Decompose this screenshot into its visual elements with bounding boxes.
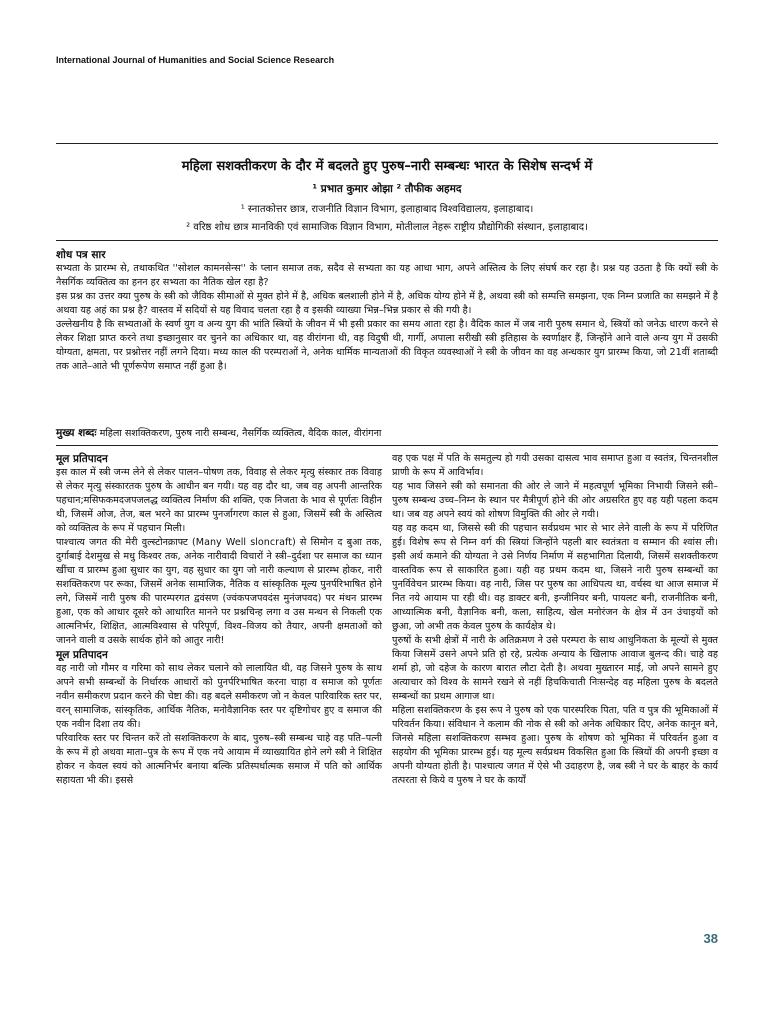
keywords-bottom-divider — [56, 445, 718, 446]
body-paragraph: पाश्चात्य जगत की मेरी वुल्स्टोनक्राफ्ट (Many Well sloncraft) से सिमोन द बुआ तक, दुर्गाबाई देशमुख से मधु किश्वर तक, अनेक नारीवादी विचारों ने स्त्री–दुर्दशा पर समाज का ध्यान खींचा व प्रारम्भ हुआ सुधार का युग, वह सुधार का युग जो नारी कल्याण से प्रारम्भ होकर, नारी सशक्तिकरण पर रूका, जिसमें अनेक सामाजिक, नैतिक व सांस्कृतिक मूल्य पुनर्परिभाषित होने लगे, जिसमें नारी पुरुष की पारम्परगत द्ववंसण (ज्वंकपजपवदंस मुनंजपवद) पर मंथन प्रारम्भ हुआ, एक को आधार दूसरे को आधारित मानने पर प्रश्नचिन्ह लगा व उस मन्थन से निकली एक आत्मनिर्भर, शिक्षित, आत्मविश्वास से परिपूर्ण, विश्व–विजय को तैयार, अपनी क्षमताओं को जानने वाली व उसके सार्थक होने को आतुर नारी! — [56, 537, 382, 646]
body-column-right — [392, 452, 718, 788]
abstract-paragraph: उल्लेखनीय है कि सभ्यताओं के स्वर्ण युग व अन्य युग की भांति स्त्रियों के जीवन में भी इसी प्रकार का समय आता रहा है। वैदिक काल में जब नारी पुरुष समान थे, स्त्रियों को जनेऊ धारण करने से लेकर शिक्षा प्राप्त करने तथा इच्छानुसार वर चुनने का अधिकार था, वह वीरांगना थी, वह विदुषी थी, गार्गी, अपाला सरीखी स्त्री इतिहास के स्वर्णाक्षर हैं, जिन्होंने आने वाले अन्य युग में उसकी योग्यता, क्षमता, पर प्रश्नोत्तर नहीं लगने दिया। मध्य काल की परम्पराओं ने, अनेक धार्मिक मान्यताओं की विकृत व्यवस्थाओं ने स्त्री के जीवन का वह अन्धकार युग प्रारम्भ किया, जो 21वीं शताब्दी तक आते–आते भी पूर्णरूपेण समाप्त नहीं हुआ है। — [56, 319, 718, 372]
body-paragraph: वह नारी जो गौमर व गरिमा को साथ लेकर चलाने को लालायित थी, वह जिसने पुरुष के साथ अपने सभी सम्बन्धों के निर्धारक आधारों को पुनर्परिभाषित करना चाहा व समाज को पूर्णतः नवीन समीकरण प्रदान करने की चेष्टा की। वह बदले समीकरण जो न केवल पारिवारिक स्तर पर, वरन् सामाजिक, सांस्कृतिक, आर्थिक नैतिक, मनोवैज्ञानिक स्तर पर दृष्टिगोचर हुए व समाज की एक नवीन दिशा तय की। — [56, 663, 382, 730]
affiliation-1: ¹ स्नातकोत्तर छात्र, राजनीति विज्ञान विभाग, इलाहाबाद विश्वविद्यालय, इलाहाबाद। — [240, 204, 534, 215]
body-paragraph: वह एक पक्ष में पति के समतुल्य हो गयी उसका दासत्व भाव समाप्त हुआ व स्वतंत्र, चिन्तनशील प्राणी के रूप में आविर्भाव। — [392, 453, 718, 478]
body-paragraph: यह भाव जिसने स्त्री को समानता की ओर ले जाने में महत्वपूर्ण भूमिका निभायी जिसने स्त्री–पुरुष सम्बन्ध उच्च–निम्न के स्थान पर मैत्रीपूर्ण होने की ओर अग्रसरित हुए वह यही पहला कदम था। जब वह अपने स्वयं को शोषण विमुक्ति की ओर ले गयी। — [392, 481, 718, 520]
affiliation-2: ² वरिष्ठ शोध छात्र मानविकी एवं सामाजिक विज्ञान विभाग, मोतीलाल नेहरू राष्ट्रीय प्रौद्योगिकी संस्थान, इलाहाबाद। — [186, 222, 588, 233]
abstract — [56, 248, 718, 374]
keywords — [56, 426, 718, 441]
top-divider — [56, 143, 718, 144]
paper-title: महिला सशक्तीकरण के दौर में बदलते हुए पुरुष–नारी सम्बन्धः भारत के सिशेष सन्दर्भ में — [181, 159, 593, 174]
section-heading: मूल प्रतिपादन — [56, 649, 108, 661]
keywords-text: महिला सशक्तिकरण, पुरुष नारी सम्बन्ध, नैसर्गिक व्यक्तित्व, वैदिक काल, वीरांगना — [99, 428, 382, 439]
body-paragraph: इस काल में स्त्री जन्म लेने से लेकर पालन–पोषण तक, विवाह से लेकर मृत्यु संस्कार तक विवाह से लेकर मृत्यु संस्कारतक पुरुष के आधीन बन गयी। यह वह दौर था, जब वह अपनी आन्तरिक पहचान;मसिफकमदजपजलद्ध व्यक्तित्व निर्माण की शक्ति, एक निजता के भाव से पूर्णतः विहीन थी, जिसमें ओज, तेज, बल भरने का प्रारम्भ पुनर्जागरण काल से हुआ, जिसमें स्त्री के अस्तित्व को व्यक्तित्व के रूप में पहचान मिली। — [56, 467, 382, 534]
abstract-top-divider — [56, 240, 718, 241]
body-paragraph: यह वह कदम था, जिससे स्त्री की पहचान सर्वप्रथम भार से भार लेने वाली के रूप में परिणित हुई। विशेष रूप से निम्न वर्ग की स्त्रियां जिन्होंने पहली बार स्वतंत्रता व सम्मान की श्वांस ली। इसी अर्थ कमाने की योग्यता ने उसे निर्णय निर्माण में सहभागिता दिलायी, जिसमें सशक्तीकरण वास्तविक रूप से साकारित हुआ। यही वह प्रथम कदम था, जिसने नारी पुरुष सम्बन्धों का पुनर्विवेचन प्रारम्भ किया। वह नारी, जिस पर पुरुष का आधिपत्य था, वर्चस्व था आज समाज में नित नये आयाम पा रही थी। वह डाक्टर बनी, इन्जीनियर बनी, पायलट बनी, राजनीतिक बनी, आध्यात्मिक बनी, वैज्ञानिक बनी, कला, साहित्य, खेल मनोरंजन के क्षेत्र में उन उंचाइयों को छुआ, जो अभी तक केवल पुरुष के कार्यक्षेत्र थे। — [392, 523, 718, 632]
abstract-heading: शोध पत्र सार — [56, 249, 106, 261]
page-number: 38 — [703, 931, 718, 946]
keywords-label: मुख्य शब्दः — [56, 427, 97, 439]
body-paragraph: परिवारिक स्तर पर चिन्तन करें तो सशक्तिकरण के बाद, पुरुष–स्त्री सम्बन्ध चाहे वह पति–पत्नी के रूप में हो अथवा माता–पुत्र के रूप में एक नये आयाम में व्याख्यायित होने लगे स्त्री ने शिक्षित होकर न केवल स्वयं को आत्मनिर्भर बनाया बल्कि प्रतिस्पर्धात्मक समाज में पति को आर्थिक सहायता भी की। इससे — [56, 733, 382, 786]
body-column-left — [56, 452, 382, 788]
abstract-paragraph: सभ्यता के प्रारम्भ से, तथाकथित ''सोशल कामनसेन्स'' के प्लान समाज तक, सदैव से सभ्यता का यह आधा भाग, अपने अस्तित्व के लिए संघर्ष कर रहा है। प्रश्न यह उठता है कि क्यों स्त्री के नैसर्गिक व्यक्तित्व का हनन हर सभ्यता का नैतिक खेल रहा है? — [56, 263, 718, 288]
section-heading: मूल प्रतिपादन — [56, 453, 108, 465]
body-paragraph: पुरुषों के सभी क्षेत्रों में नारी के अतिक्रमण ने उसे परम्परा के साथ आधुनिकता के मूल्यों से मुक्त किया जिसमें उसने अपने प्रति हो रहे, प्रत्येक अन्याय के खिलाफ आवाज बुलन्द की। चाहे वह शर्मा हो, जो दहेज के कारण बारात लौटा देती है। अथवा मुख्तारन माई, जो अपने सामने हुए अत्याचार को विश्व के सामने रखने से नहीं हिचकिचाती निःसन्देह वह महिला पुरुष के बदलते सम्बन्धों का प्रथम आगाज था। — [392, 635, 718, 702]
abstract-paragraph: इस प्रश्न का उत्तर क्या पुरुष के स्त्री को जैविक सीमाओं से मुक्त होने में है, अधिक बलशाली होने में है, अधिक योग्य होने में है, अथवा स्त्री को सम्पत्ति समझना, एक निम्न प्रजाति का समझने में है अथवा यह अहं का प्रश्न है? वास्तव में सदियों से यह विवाद चलता रहा है व इसकी व्याख्या भिन्न–भिन्न प्रकार से की गयी है। — [56, 291, 718, 316]
body-paragraph: महिला सशक्तिकरण के इस रूप ने पुरुष को एक पारस्परिक पिता, पति व पुत्र की भूमिकाओं में परिवर्तन किया। संविधान ने कलाम की नोक से स्त्री को अनेक अधिकार दिए, अनेक कानून बने, जिनसे महिला सशक्तिकरण सम्भव हुआ। पुरुष के शोषण को भूमिका में परिवर्तन हुआ व सहयोग की भूमिका प्रारम्भ हुई। यह मूल्य सर्वप्रथम विकसित हुआ कि स्त्रियों की अपनी इच्छा व अपनी योग्यता होती है। पाश्चात्य जगत में ऐसे भी उदाहरण है, जब स्त्री ने घर के बाहर के कार्य तत्परता से किये व पुरुष ने घर के कार्यों — [392, 705, 718, 786]
paper-authors: ¹ प्रभात कुमार ओझा ² तौफीक अहमद — [312, 183, 462, 195]
journal-name: International Journal of Humanities and Social Science Research — [56, 55, 335, 65]
